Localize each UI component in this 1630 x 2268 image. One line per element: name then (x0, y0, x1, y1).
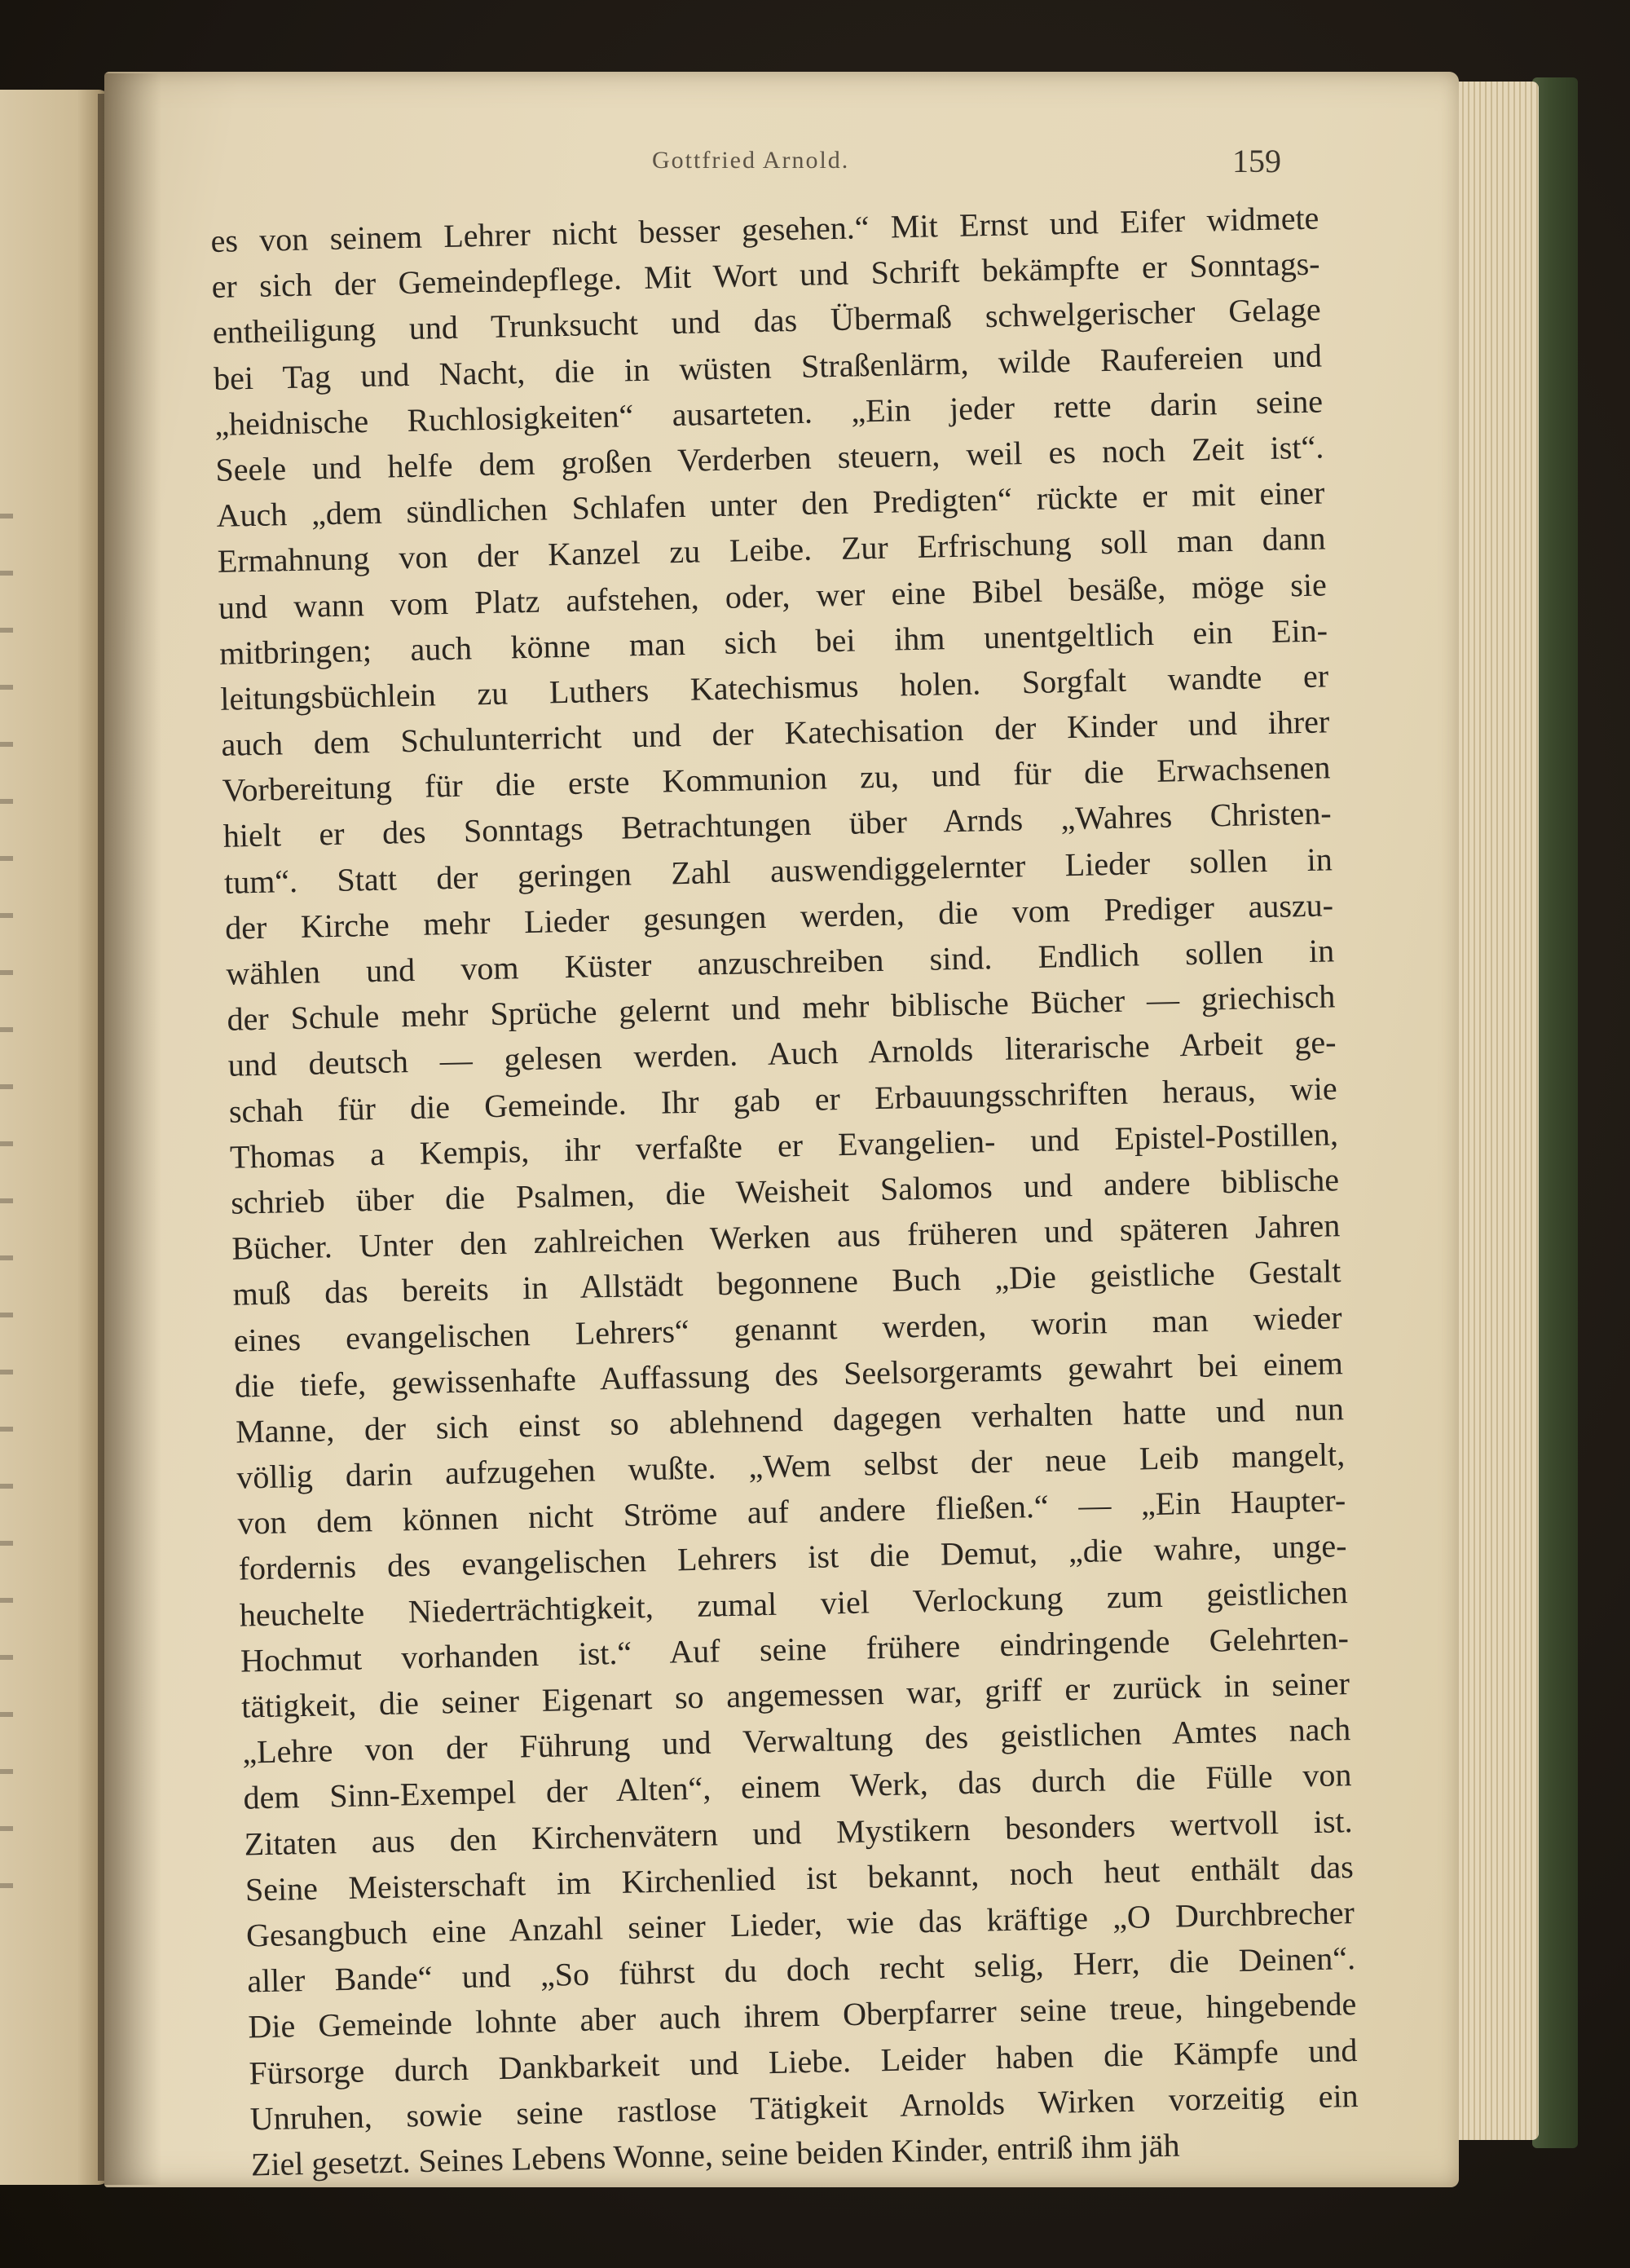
text-line: fordernis des evangelischen Lehrers ist die Demut, „die wahre, unge- (238, 1527, 1347, 1588)
text-line: aller Bande“ und „So führst du doch recht selig, Herr, die Deinen“. (246, 1939, 1356, 2000)
text-line: Hochmut vorhanden ist.“ Auf seine frühere eindringende Gelehrten- (240, 1618, 1350, 1679)
text-line: Ziel gesetzt. Seines Lebens Wonne, seine beiden Kinder, entriß ihm jäh (250, 2126, 1180, 2183)
text-line: muß das bereits in Allstädt begonnene Buch „Die geistliche Gestalt (232, 1252, 1341, 1313)
text-line: entheiligung und Trunksucht und das Übermaß schwelgerischer Gelage (212, 290, 1322, 351)
text-line: Die Gemeinde lohnte aber auch ihrem Oberpfarrer seine treue, hingebende (247, 1985, 1357, 2045)
text-line: der Kirche mehr Lieder gesungen werden, die vom Prediger auszu- (224, 886, 1334, 946)
text-line: Thomas a Kempis, ihr verfaßte er Evangelien- und Epistel-Postillen, (229, 1115, 1339, 1176)
text-line: und wann vom Platz aufstehen, oder, wer eine Bibel besäße, möge sie (218, 565, 1328, 626)
text-line: leitungsbüchlein zu Luthers Katechismus holen. Sorgfalt wandte er (219, 657, 1329, 717)
text-line: von dem können nicht Ströme auf andere fließen.“ — „Ein Haupter- (237, 1481, 1346, 1542)
text-line: Zitaten aus den Kirchenvätern und Mystikern besonders wertvoll ist. (244, 1802, 1353, 1863)
text-line: bei Tag und Nacht, die in wüsten Straßenlärm, wilde Raufereien und (213, 337, 1323, 397)
text-line: der Schule mehr Sprüche gelernt und mehr biblische Bücher — griechisch (227, 977, 1336, 1038)
back-cover-edge (1532, 77, 1578, 2148)
text-line: auch dem Schulunterricht und der Katechisation der Kinder und ihrer (221, 703, 1330, 763)
text-line: tum“. Statt der geringen Zahl auswendiggelernter Lieder sollen in (223, 840, 1333, 901)
page-number: 159 (1232, 143, 1281, 179)
text-line: Gesangbuch eine Anzahl seiner Lieder, wie das kräftige „O Durchbrecher (245, 1893, 1355, 1954)
text-line: schrieb über die Psalmen, die Weisheit Salomos und andere biblische (230, 1161, 1340, 1221)
text-line: Manne, der sich einst so ablehnend dagegen verhalten hatte und nun (235, 1390, 1345, 1450)
left-page (0, 90, 110, 2185)
text-line: Fürsorge durch Dankbarkeit und Liebe. Leider haben die Kämpfe und (249, 2031, 1358, 2091)
text-line: es von seinem Lehrer nicht besser gesehen.“ Mit Ernst und Eifer widmete (210, 199, 1319, 259)
text-line: hielt er des Sonntags Betrachtungen über Arnds „Wahres Christen- (222, 794, 1333, 855)
text-line: Unruhen, sowie seine rastlose Tätigkeit Arnolds Wirken vorzeitig ein (249, 2076, 1359, 2138)
text-line: Vorbereitung für die erste Kommunion zu, und für die Erwachsenen (222, 748, 1331, 810)
text-line: er sich der Gemeindepflege. Mit Wort und Schrift bekämpfte er Sonntags- (211, 245, 1320, 306)
text-line: „Lehre von der Führung und Verwaltung des geistlichen Amtes nach (241, 1710, 1351, 1771)
text-line: völlig darin aufzugehen wußte. „Wem selbst der neue Leib mangelt, (236, 1436, 1346, 1496)
text-line: Auch „dem sündlichen Schlafen unter den Predigten“ rückte er mit einer (216, 474, 1325, 535)
text-line: schah für die Gemeinde. Ihr gab er Erbauungsschriften heraus, wie (228, 1069, 1338, 1130)
text-line: wählen und vom Küster anzuschreiben sind. Endlich sollen in (225, 932, 1335, 992)
left-page-text-edge (0, 514, 13, 1900)
text-line: eines evangelischen Lehrers“ genannt werden, worin man wieder (233, 1298, 1342, 1359)
body-text (210, 196, 1359, 2188)
text-line: die tiefe, gewissenhafte Auffassung des Seelsorgeramts gewahrt bei einem (234, 1344, 1344, 1405)
text-line: mitbringen; auch könne man sich bei ihm unentgeltlich ein Ein- (218, 611, 1328, 672)
text-line: heuchelte Niederträchtigkeit, zumal viel Verlockung zum geistlichen (239, 1573, 1349, 1634)
text-line: und deutsch — gelesen werden. Auch Arnolds literarische Arbeit ge- (227, 1023, 1337, 1084)
running-head: Gottfried Arnold. (652, 147, 850, 174)
right-page-gutter-shadow (104, 73, 161, 2185)
text-line: „heidnische Ruchlosigkeiten“ ausarteten. „Ein jeder rette darin seine (214, 382, 1324, 443)
text-line: tätigkeit, die seiner Eigenart so angemessen war, griff er zurück in seiner (240, 1665, 1350, 1725)
text-line: Seele und helfe dem großen Verderben steuern, weil es noch Zeit ist“. (214, 428, 1324, 488)
text-line: Ermahnung von der Kanzel zu Leibe. Zur Erfrischung soll man dann (217, 519, 1326, 580)
text-line: Seine Meisterschaft im Kirchenlied ist bekannt, noch heut enthält das (244, 1847, 1355, 1908)
text-line: dem Sinn-Exempel der Alten“, einem Werk, das durch die Fülle von (243, 1756, 1352, 1816)
text-line: Bücher. Unter den zahlreichen Werken aus früheren und späteren Jahren (231, 1207, 1341, 1267)
